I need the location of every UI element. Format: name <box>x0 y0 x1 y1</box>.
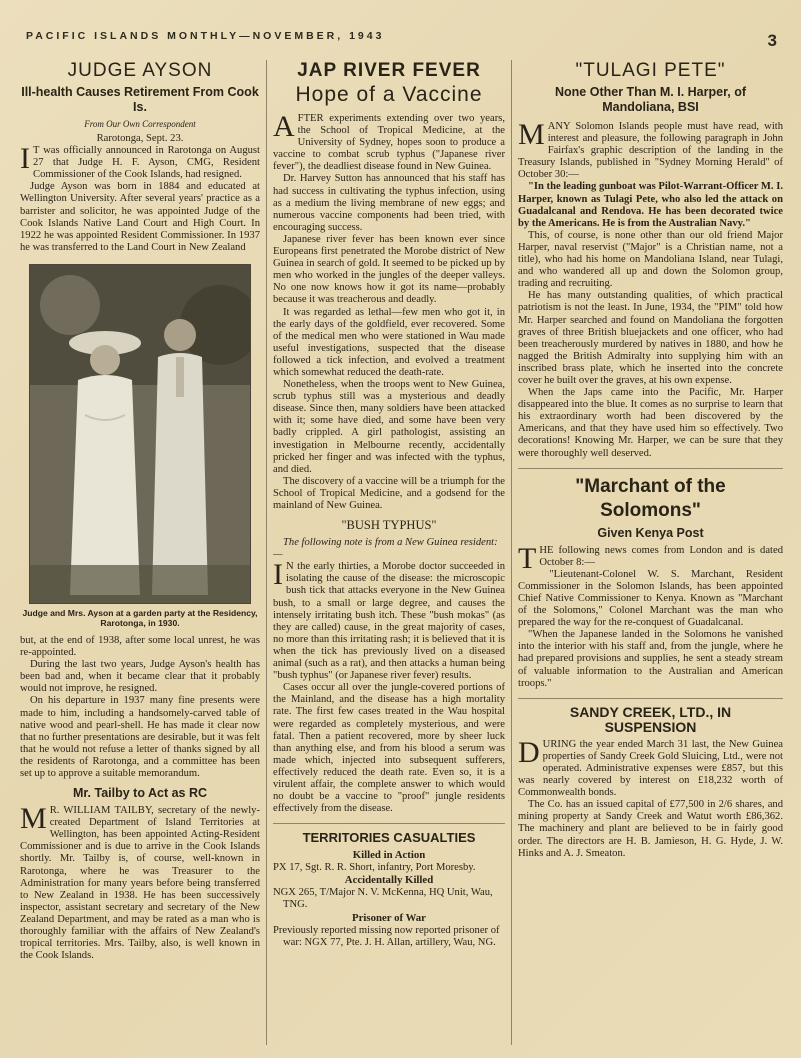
paragraph: M R. WILLIAM TAILBY, secretary of the newly-created Department of Island Territories at Wellington, has been appointed Acting-Resident Commissioner and is due to arrive in the Cook Islands shortly. Mr. Tailby is, of course, well-known in Rarotonga, where he was Treasurer to the Administration for many years before being transferred to New Zealand in 1938. He has been successively inspector, assistant secretary and secretary of the New Zealand Department, and may be rated as a man who is thoroughly familiar with the affairs of New Zealand's tropical territories. Mrs. Tailby, also, is well known in the Cook Islands. <box>20 802 260 962</box>
drop-cap: M <box>518 118 545 151</box>
paragraph: DURING the year ended March 31 last, the New Guinea properties of Sandy Creek Gold Sluicing, Ltd., were not operated. Administrative expenses were £857, but this was nearly covered by interest on £18,232 worth of Commonwealth bonds. <box>518 735 783 799</box>
column-rule <box>511 60 512 1045</box>
article-title: "TULAGI PETE" <box>575 60 726 81</box>
article-title: SANDY CREEK, LTD., IN <box>569 703 732 720</box>
paragraph: AFTER experiments extending over two years, the School of Tropical Medicine, at the University of Sydney, hopes soon to produce a vaccine to combat scrub typhus ("Japanese river fever"), the deadliest disease found in New Guinea. <box>273 110 505 173</box>
paragraph: When the Japs came into the Pacific, Mr. Harper disappeared into the blue. It comes as no surprise to learn that his extraordinary worth had been discovered by the Americans, and that they have used him so effectively. Two decorations! Knowing Mr. Harper, we can be sure that they were thoroughly well deserved. <box>518 387 783 459</box>
article-title: Solomons" <box>600 499 701 521</box>
column-rule <box>266 60 267 1045</box>
article-subtitle: Ill-health Causes Retirement From Cook Is. <box>21 85 259 114</box>
dateline: Rarotonga, Sept. 23. <box>96 133 184 144</box>
column-judge-ayson <box>20 60 260 1045</box>
divider <box>273 823 505 824</box>
section-heading: TERRITORIES CASUALTIES <box>302 830 476 846</box>
column-tulagi-pete <box>518 60 783 1045</box>
drop-cap: M <box>20 802 47 836</box>
article-subtitle: None Other Than M. I. Harper, of Mandoliana, BSI <box>555 85 746 114</box>
article-title: JAP RIVER FEVER <box>297 60 481 81</box>
drop-cap: I <box>273 558 283 592</box>
drop-cap: I <box>20 142 30 176</box>
paragraph: I T was officially announced in Rarotonga on August 27 that Judge H. F. Ayson, CMG, Resident Commissioner of the Cook Islands, had resigned. <box>20 142 260 181</box>
paragraph: He has many outstanding qualities, of which practical patriotism is not the least. In June, 1934, the "PIM" told how Mr. Harper searched and found on Mandoliana the forgotten graves of three British bluejackets and one officer, who had been treacherously murdered by natives in 1880, and how he nagged the British Admiralty into supplying him with an inscribed brass plate, which he inserted into the concrete cover he built over the graves, at his own expense. <box>518 290 783 386</box>
photo-judge-and-mrs-ayson <box>29 264 251 604</box>
casualty-entry: NGX 265, T/Major N. V. McKenna, HQ Unit, Wau, TNG. <box>273 887 493 911</box>
article-subtitle: Given Kenya Post <box>597 525 704 540</box>
paragraph: The Co. has an issued capital of £77,500 in 2/6 shares, and mining property at Sandy Creek and Watut worth £86,362. The machinery and plant are believed to be in fairly good order. The directors are H. B. Jamieson, H. G. Hyde, J. W. Hinks and A. J. Smeaton. <box>518 799 783 859</box>
paragraph: Nonetheless, when the troops went to New Guinea, scrub typhus still was a mysterious and deadly disease. Since then, many soldiers have been attacked with it; some have died, and some have been very badly crippled. A girl pathologist, assisting an investigation in Melbourne recently, accidentally pricked her finger and was infected with the typhus, and died. <box>273 379 505 475</box>
paragraph: Cases occur all over the jungle-covered portions of the Mainland, and the disease has a high mortality rate. The first few cases treated in the Wau hospital were regarded as completely mysterious, and were fatal. Then a patient recovered, more by sheer luck than anything else, and from his blood a serum was made which, injected into subsequent sufferers, effectively reduced the death rate. Even so, it is a virulent affair, the complete answer to which would no doubt be a vaccine to "proof" jungle residents effectively from the disease. <box>273 682 505 815</box>
casualty-entry: Previously reported missing now reported prisoner of war: NGX 77, Pte. J. H. Allan, artillery, Wau, NG. <box>273 924 500 948</box>
paragraph: On his departure in 1937 many fine presents were made to him, including a handsomely-carved table of native wood and pearl-shell. He has made it clear now that no further presentations are desirable, but it was felt that he would not refuse a letter of thanks signed by all the residents of Rarotonga, and a committee has been set up to approve a suitable memorandum. <box>20 695 260 779</box>
photo-caption: Judge and Mrs. Ayson at a garden party at the Residency, Rarotonga, in 1930. <box>22 607 258 629</box>
article-title: "Marchant of the <box>575 475 726 497</box>
casualty-entry: PX 17, Sgt. R. R. Short, infantry, Port Moresby. <box>273 862 476 874</box>
paragraph: I N the early thirties, a Morobe doctor succeeded in isolating the cause of the disease: the microscopic bush tick that attacks everyone in the New Guinea bush, to a small or large degree, and causes the intensely irritating bush itch. These "bush mokas" (as they are called) cause, in the great majority of cases, no more than this irritating rash; it is believed that it is when the tick has previously lived on a diseased animal (such as a rat), and then attacks a human being "bush typhus" (or Japanese river fever) results. <box>273 558 505 682</box>
drop-cap: A <box>273 110 295 143</box>
article-title: SUSPENSION <box>604 718 697 735</box>
article-title: JUDGE AYSON <box>67 60 213 81</box>
paragraph: Judge Ayson was born in 1884 and educated at Wellington University. After several years' practice as a barrister and solicitor, he was appointed Judge of the Cook Islands Native Land Court and High Court. In 1922 he was appointed Resident Commissioner. In 1937 he was transferred to the Land Court in New Zealand <box>20 181 260 253</box>
casualty-category: Accidentally Killed <box>344 874 434 887</box>
divider <box>518 468 783 469</box>
quoted-paragraph: "In the leading gunboat was Pilot-Warrant-Officer M. I. Harper, known as Tulagi Pete, who also led the attack on Guadalcanal and Rendova. He has been decorated twice by the Americans. He is from the Australian Navy." <box>518 181 783 229</box>
section-heading: Mr. Tailby to Act as RC <box>72 786 208 801</box>
article-subtitle: Hope of a Vaccine <box>295 83 483 106</box>
paragraph: but, at the end of 1938, after some local unrest, he was re-appointed. <box>20 634 260 659</box>
drop-cap: T <box>518 541 537 575</box>
paragraph: Japanese river fever has been known ever since Europeans first penetrated the Morobe district of New Guinea in search of gold. It seemed to be picked up by men who worked in the jungles of the deeper valleys. No one now knows how it got its name—probably because it was treacherous and deadly. <box>273 233 505 306</box>
column-jap-river-fever <box>273 60 505 1045</box>
page-number: 3 <box>767 31 777 50</box>
running-header: PACIFIC ISLANDS MONTHLY—NOVEMBER, 1943 <box>26 30 385 42</box>
casualty-category: Killed in Action <box>352 849 426 862</box>
paragraph: During the last two years, Judge Ayson's health has been bad and, when it became clear that it probably would not improve, he resigned. <box>20 659 260 695</box>
paragraph: Dr. Harvey Sutton has announced that his staff has had success in cultivating the typhus infection, using as a medium the living membrane of new eggs; and numerous vaccine components had been tried, with encouraging success. <box>273 173 505 233</box>
divider <box>518 698 783 699</box>
casualty-category: Prisoner of War <box>352 911 426 924</box>
paragraph: It was regarded as lethal—few men who got it, in the early days of the goldfield, ever recovered. Some of the medical men who were stationed in Wau made useful investigations, suspected that the disease followed a tick infection, and evolved a treatment which somewhat reduced the death-rate. <box>273 306 505 378</box>
byline: From Our Own Correspondent <box>84 119 196 129</box>
paragraph: The discovery of a vaccine will be a triumph for the School of Tropical Medicine, and a godsend for the mainland of New Guinea. <box>273 475 505 511</box>
paragraph: This, of course, is none other than our old friend Major Harper, naval reservist ("Major" is a Christian name, not a title), who had his home on Mandoliana Island, near Tulagi, and who wandered all up and down the Solomon group, trading and recruiting. <box>518 229 783 290</box>
section-heading: "BUSH TYPHUS" <box>341 518 437 533</box>
drop-cap: D <box>518 735 540 769</box>
paragraph: "When the Japanese landed in the Solomons he vanished into the interior with his staff and, from the jungle, where he had prepared provisions and supplies, he sent a steady stream of valuable information to the Australian and American troops." <box>518 629 783 689</box>
paragraph: THE following news comes from London and is dated October 8:— <box>518 541 783 575</box>
editor-note: The following note is from a New Guinea resident:— <box>273 537 498 561</box>
photo-illustration <box>30 265 250 603</box>
paragraph: "Lieutenant-Colonel W. S. Marchant, Resident Commissioner in the Solomon Islands, has been appointed Chief Native Commissioner to Kenya. Known as "Marchant of the Solomons," Colonel Marchant was the man who prepared the way for the re-conquest of Guadalcanal. <box>518 568 783 629</box>
paragraph: MANY Solomon Islands people must have read, with interest and pleasure, the following paragraph in John Fairfax's graphic description of the landing in the Treasury Islands, published in "Sydney Morning Herald" of October 30:— <box>518 118 783 181</box>
